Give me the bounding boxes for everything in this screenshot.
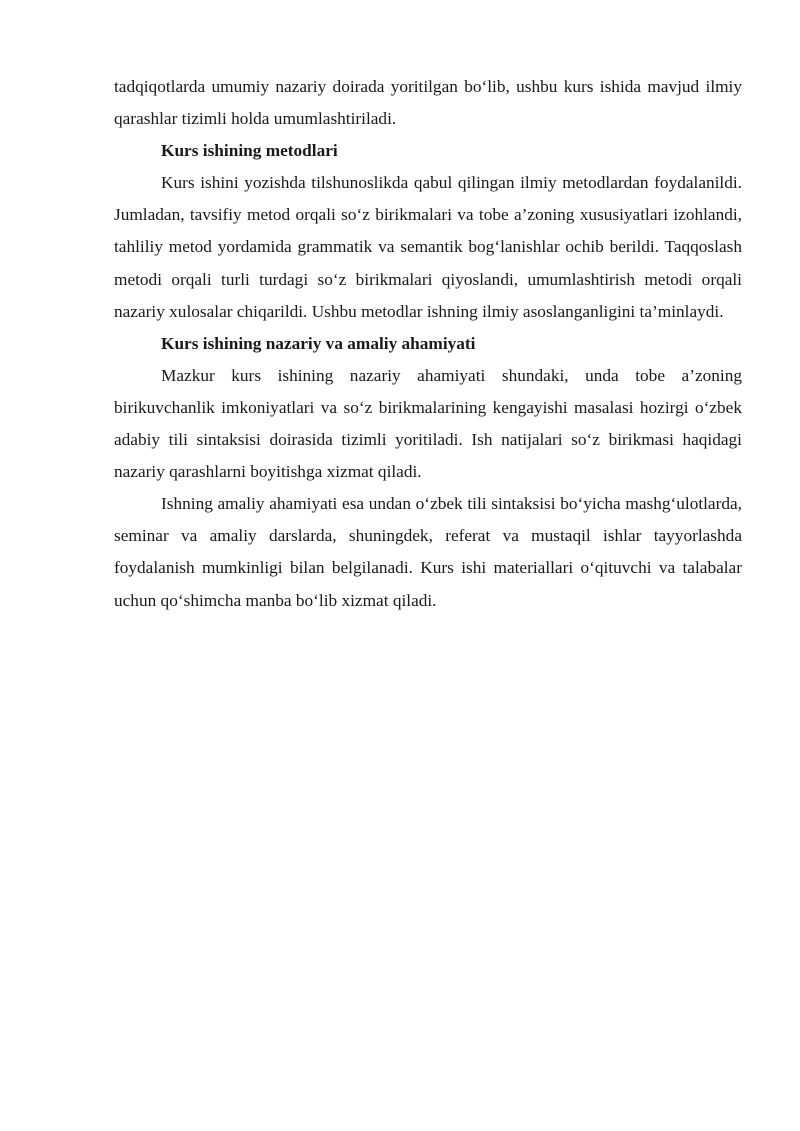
paragraph-practical-significance: Ishning amaliy ahamiyati esa undan o‘zbek tili sintaksisi bo‘yicha mashg‘ulotlarda, seminar va amaliy darslarda, shuningdek, referat va mustaqil ishlar tayyorlashda foydalanish mumkinligi bilan belgilanadi. Kurs ishi materiallari o‘qituvchi va talabalar uchun qo‘shimcha manba bo‘lib xizmat qiladi. [114, 494, 742, 610]
paragraph-methods: Kurs ishini yozishda tilshunoslikda qabul qilingan ilmiy metodlardan foydalanildi. Jumladan, tavsifiy metod orqali so‘z birikmalari va tobe a’zoning xususiyatlari izohlandi, tahliliy metod yordamida grammatik va semantik bog‘lanishlar ochib berildi. Taqqoslash metodi orqali turli turdagi so‘z birikmalari qiyoslandi, umumlashtirish metodi orqali nazariy xulosalar chiqarildi. Ushbu metodlar ishning ilmiy asoslanganligini ta’minlaydi. [114, 173, 742, 321]
paragraph-intro-continuation: tadqiqotlarda umumiy nazariy doirada yoritilgan bo‘lib, ushbu kurs ishida mavjud ilmiy qarashlar tizimli holda umumlashtiriladi. [114, 77, 742, 129]
paragraph-theoretical-significance: Mazkur kurs ishining nazariy ahamiyati shundaki, unda tobe a’zoning birikuvchanlik imkoniyatlari va so‘z birikmalarining kengayishi masalasi hozirgi o‘zbek adabiy tili sintaksisi doirasida tizimli yoritiladi. Ish natijalari so‘z birikmasi haqidagi nazariy qarashlarni boyitishga xizmat qiladi. [114, 365, 742, 482]
section-heading-methods: Kurs ishining metodlari [161, 141, 338, 161]
document-page [114, 71, 742, 617]
section-heading-significance: Kurs ishining nazariy va amaliy ahamiyati [161, 333, 476, 353]
